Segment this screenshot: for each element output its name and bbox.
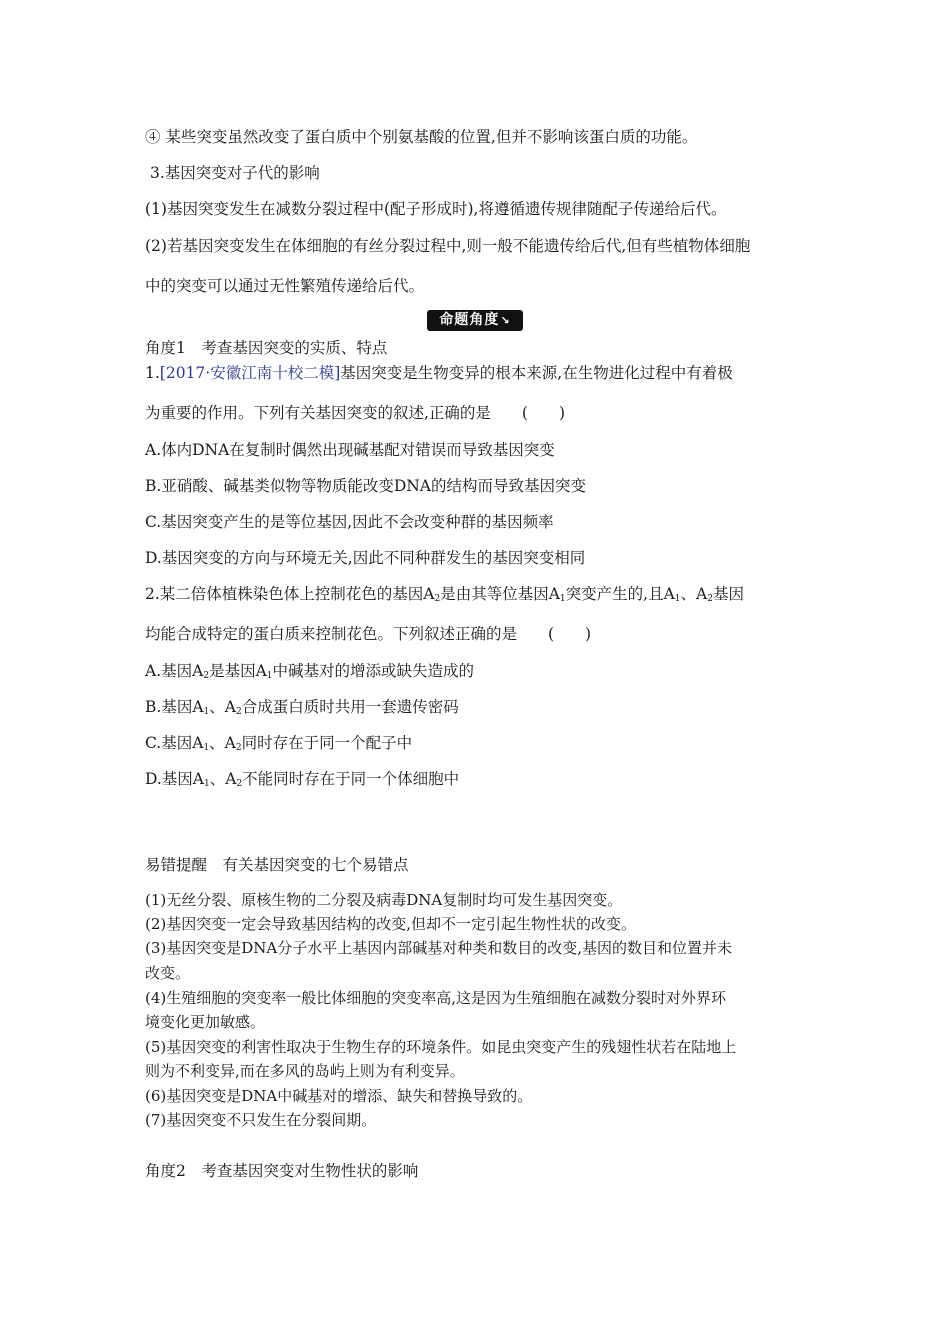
tip-line: (1)无丝分裂、原核生物的二分裂及病毒DNA复制时均可发生基因突变。 xyxy=(145,891,623,909)
subscript: 1 xyxy=(559,594,566,604)
q2-stem-line2: 均能合成特定的蛋白质来控制花色。下列叙述正确的是 ( ) xyxy=(145,625,592,643)
subscript: 2 xyxy=(203,671,210,681)
q2-stem-line1 xyxy=(145,584,744,604)
heading-3: 3.基因突变对子代的影响 xyxy=(150,164,320,182)
q1-option-a: A.体内DNA在复制时偶然出现碱基配对错误而导致基因突变 xyxy=(145,441,555,459)
tip-line: (2)基因突变一定会导致基因结构的改变,但却不一定引起生物性状的改变。 xyxy=(145,915,637,933)
q2-stem-part: 、A xyxy=(680,585,708,603)
q2-option-part: 中碱基对的增添或缺失造成的 xyxy=(272,662,475,680)
q2-stem-part: 是由其等位基因A xyxy=(440,585,560,603)
subscript: 1 xyxy=(203,707,210,717)
point-s2-line2: 中的突变可以通过无性繁殖传递给后代。 xyxy=(145,277,425,295)
angle-2-title: 角度2 考查基因突变对生物性状的影响 xyxy=(145,1162,419,1180)
tips-title: 易错提醒 有关基因突变的七个易错点 xyxy=(145,856,409,874)
subscript: 2 xyxy=(235,743,242,753)
tip-line: (6)基因突变是DNA中碱基对的增添、缺失和替换导致的。 xyxy=(145,1087,533,1105)
tip-line: 境变化更加敏感。 xyxy=(145,1013,266,1031)
q2-option-part: 、A xyxy=(209,698,236,716)
tip-line: (5)基因突变的利害性取决于生物生存的环境条件。如昆虫突变产生的残翅性状若在陆地上 xyxy=(145,1038,737,1056)
tip-line: 改变。 xyxy=(145,964,191,982)
q2-option-part: 合成蛋白质时共用一套遗传密码 xyxy=(241,698,459,716)
q1-source: [2017·安徽江南十校二模] xyxy=(159,364,341,382)
q2-option-part: 、A xyxy=(209,734,236,752)
subscript: 2 xyxy=(707,594,713,604)
tip-line: (4)生殖细胞的突变率一般比体细胞的突变率高,这是因为生殖细胞在减数分裂时对外界环 xyxy=(145,989,727,1007)
q2-option-part: D.基因A xyxy=(145,770,204,788)
q1-option-d: D.基因突变的方向与环境无关,因此不同种群发生的基因突变相同 xyxy=(145,549,586,567)
q2-option-part: 同时存在于同一个配子中 xyxy=(241,734,413,752)
tip-line: 则为不利变异,而在多风的岛屿上则为有利变异。 xyxy=(145,1062,465,1080)
q2-stem-part: 基因 xyxy=(712,585,744,603)
q1-stem-line2: 为重要的作用。下列有关基因突变的叙述,正确的是 ( ) xyxy=(145,404,566,422)
q1-stem-a: 基因突变是生物变异的根本来源,在生物进化过程中有着极 xyxy=(340,364,733,382)
point-s2-line1: (2)若基因突变发生在体细胞的有丝分裂过程中,则一般不能遗传给后代,但有些植物体细胞 xyxy=(145,237,751,255)
arrow-down-right-icon: ↘ xyxy=(500,314,511,327)
subscript: 1 xyxy=(674,594,681,604)
q1-option-c: C.基因突变产生的是等位基因,因此不会改变种群的基因频率 xyxy=(145,513,554,531)
q2-option-a xyxy=(145,661,474,681)
q2-option-part: C.基因A xyxy=(145,734,204,752)
q1-option-b: B.亚硝酸、碱基类似物等物质能改变DNA的结构而导致基因突变 xyxy=(145,477,587,495)
banner-label: 命题角度 xyxy=(439,312,500,328)
subscript: 2 xyxy=(434,594,441,604)
point-4: ④ 某些突变虽然改变了蛋白质中个别氨基酸的位置,但并不影响该蛋白质的功能。 xyxy=(145,128,698,146)
subscript: 1 xyxy=(266,671,273,681)
subscript: 1 xyxy=(204,779,210,789)
q1-number: 1. xyxy=(145,364,160,382)
point-s1: (1)基因突变发生在减数分裂过程中(配子形成时),将遵循遗传规律随配子传递给后代。 xyxy=(145,200,727,218)
topic-angle-banner xyxy=(427,310,523,331)
tip-line: (3)基因突变是DNA分子水平上基因内部碱基对种类和数目的改变,基因的数目和位置并未 xyxy=(145,939,733,957)
tip-line: (7)基因突变不只发生在分裂间期。 xyxy=(145,1111,377,1129)
q1-stem-line1 xyxy=(145,363,733,383)
angle-1-title: 角度1 考查基因突变的实质、特点 xyxy=(145,339,388,357)
q2-option-part: 、A xyxy=(209,770,237,788)
subscript: 2 xyxy=(236,779,243,789)
q2-option-b xyxy=(145,697,459,717)
q2-option-part: A.基因A xyxy=(145,662,204,680)
q2-stem-part: 突变产生的,且A xyxy=(565,585,675,603)
q2-option-part: 是基因A xyxy=(209,662,267,680)
q2-option-d xyxy=(145,769,459,789)
subscript: 1 xyxy=(203,743,210,753)
subscript: 2 xyxy=(235,707,242,717)
q2-stem-part: 2.某二倍体植株染色体上控制花色的基因A xyxy=(145,585,435,603)
q2-option-part: 不能同时存在于同一个体细胞中 xyxy=(242,770,460,788)
q2-option-part: B.基因A xyxy=(145,698,204,716)
q2-option-c xyxy=(145,733,412,753)
